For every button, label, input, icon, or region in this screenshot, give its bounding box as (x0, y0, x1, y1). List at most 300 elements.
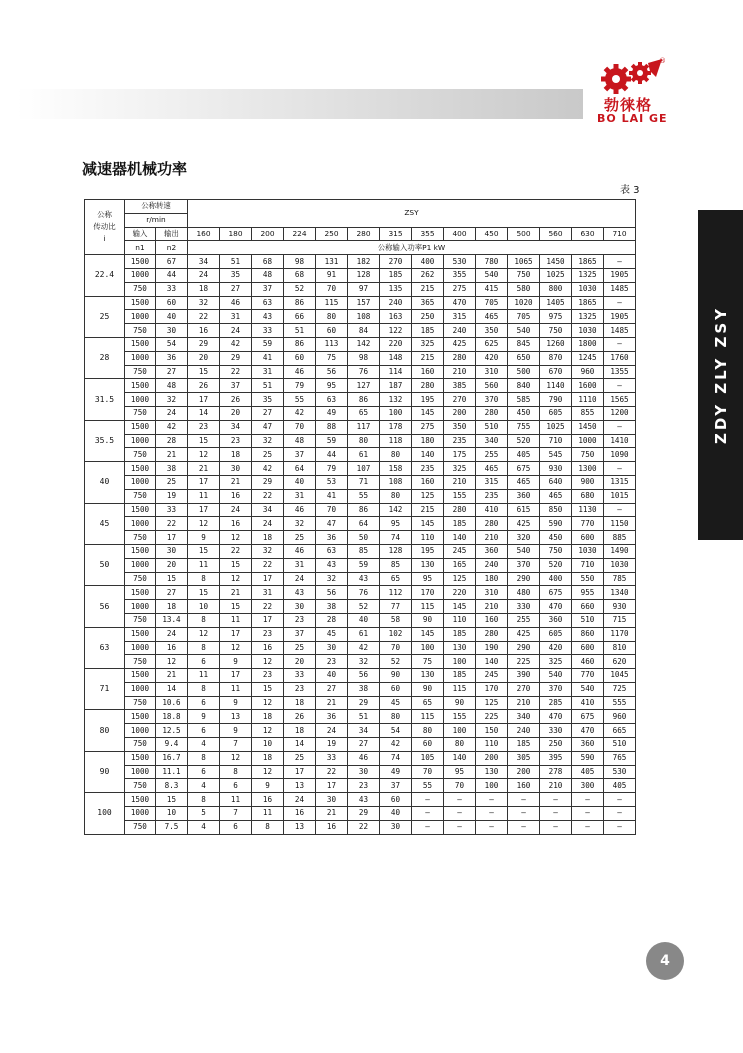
table-row (85, 600, 636, 614)
power-cell: 37 (284, 448, 316, 462)
input-speed-cell: 1000 (125, 517, 156, 531)
output-speed-cell: 16 (156, 641, 188, 655)
ratio-cell: 100 (85, 793, 125, 834)
input-speed-cell: 750 (125, 820, 156, 834)
power-cell: 32 (348, 655, 380, 669)
table-row (85, 406, 636, 420)
power-cell: – (476, 793, 508, 807)
power-cell: 365 (412, 296, 444, 310)
input-speed-cell: 1000 (125, 807, 156, 821)
input-speed-cell: 1000 (125, 600, 156, 614)
power-cell: 128 (380, 544, 412, 558)
power-cell: 955 (572, 586, 604, 600)
power-cell: 245 (444, 544, 476, 558)
output-speed-cell: 16.7 (156, 751, 188, 765)
power-cell: 22 (316, 765, 348, 779)
power-cell: 98 (284, 255, 316, 269)
power-cell: 255 (476, 448, 508, 462)
page-number: 4 (646, 942, 684, 980)
power-cell: 675 (508, 462, 540, 476)
power-cell: 6 (188, 655, 220, 669)
size-header: 200 (252, 227, 284, 241)
ratio-header-line1: 公称 (97, 210, 112, 220)
power-cell: – (412, 793, 444, 807)
output-speed-cell: 30 (156, 324, 188, 338)
power-cell: 53 (316, 475, 348, 489)
page-title: 减速器机械功率 (82, 160, 188, 178)
power-cell: 250 (412, 310, 444, 324)
power-cell: 870 (540, 351, 572, 365)
power-cell: 68 (252, 255, 284, 269)
ratio-cell: 25 (85, 296, 125, 337)
power-cell: 235 (412, 462, 444, 476)
power-cell: 200 (508, 765, 540, 779)
power-cell: 240 (476, 558, 508, 572)
power-cell: 1340 (604, 586, 636, 600)
power-cell: 178 (380, 420, 412, 434)
power-cell: 315 (476, 475, 508, 489)
input-speed-cell: 750 (125, 572, 156, 586)
power-cell: 125 (412, 489, 444, 503)
power-cell: 975 (540, 310, 572, 324)
power-cell: 42 (252, 462, 284, 476)
power-cell: 142 (348, 337, 380, 351)
input-header: 输入 (125, 227, 156, 241)
input-speed-cell: 1500 (125, 337, 156, 351)
power-cell: 360 (508, 489, 540, 503)
power-cell: – (412, 807, 444, 821)
power-cell: 30 (316, 793, 348, 807)
power-cell: 325 (412, 337, 444, 351)
input-speed-cell: 1500 (125, 503, 156, 517)
power-cell: 15 (188, 365, 220, 379)
power-cell: 1130 (572, 503, 604, 517)
power-cell: 220 (444, 586, 476, 600)
power-cell: 27 (316, 682, 348, 696)
power-cell: 24 (284, 793, 316, 807)
power-header: 公称输入功率P1 kW (188, 241, 636, 255)
power-cell: 80 (380, 448, 412, 462)
power-cell: 670 (540, 365, 572, 379)
power-cell: 425 (444, 337, 476, 351)
power-cell: 6 (220, 779, 252, 793)
power-cell: 51 (348, 710, 380, 724)
power-cell: 17 (252, 572, 284, 586)
power-cell: 55 (348, 489, 380, 503)
power-cell: 765 (604, 751, 636, 765)
power-cell: 12 (252, 724, 284, 738)
power-cell: 55 (412, 779, 444, 793)
power-cell: 185 (444, 669, 476, 683)
power-cell: 600 (572, 531, 604, 545)
power-cell: 12 (188, 448, 220, 462)
power-cell: 18 (188, 282, 220, 296)
power-cell: 29 (348, 696, 380, 710)
power-cell: 59 (252, 337, 284, 351)
power-cell: 56 (348, 669, 380, 683)
power-cell: 34 (348, 724, 380, 738)
table-row (85, 724, 636, 738)
power-cell: 11 (220, 793, 252, 807)
input-speed-cell: 1500 (125, 751, 156, 765)
power-cell: 47 (252, 420, 284, 434)
power-cell: 12 (220, 751, 252, 765)
power-cell: 70 (316, 503, 348, 517)
input-speed-cell: 750 (125, 282, 156, 296)
power-cell: 79 (284, 379, 316, 393)
power-cell: 9 (252, 779, 284, 793)
power-cell: 1030 (604, 558, 636, 572)
table-row (85, 544, 636, 558)
input-speed-cell: 1000 (125, 268, 156, 282)
power-cell: 425 (508, 627, 540, 641)
power-cell: 70 (412, 765, 444, 779)
power-cell: 48 (284, 434, 316, 448)
power-cell: 1025 (540, 420, 572, 434)
power-cell: 620 (604, 655, 636, 669)
power-cell: 90 (412, 682, 444, 696)
power-cell: 125 (444, 572, 476, 586)
power-cell: 275 (444, 282, 476, 296)
power-cell: 110 (412, 531, 444, 545)
power-cell: 220 (380, 337, 412, 351)
output-speed-cell: 15 (156, 793, 188, 807)
power-cell: 420 (540, 641, 572, 655)
power-cell: 32 (316, 572, 348, 586)
power-cell: 370 (476, 393, 508, 407)
power-cell: 465 (476, 462, 508, 476)
power-cell: 37 (220, 379, 252, 393)
power-cell: 90 (412, 613, 444, 627)
output-speed-cell: 44 (156, 268, 188, 282)
power-cell: 210 (444, 365, 476, 379)
output-speed-cell: 28 (156, 434, 188, 448)
power-cell: 1030 (572, 282, 604, 296)
output-speed-cell: 24 (156, 627, 188, 641)
power-cell: 80 (380, 710, 412, 724)
output-speed-cell: 38 (156, 462, 188, 476)
power-cell: 1325 (572, 268, 604, 282)
table-row (85, 448, 636, 462)
power-cell: 20 (284, 655, 316, 669)
output-speed-cell: 9.4 (156, 738, 188, 752)
power-cell: 1865 (572, 255, 604, 269)
power-cell: 405 (508, 448, 540, 462)
power-cell: 520 (508, 434, 540, 448)
power-cell: 225 (476, 710, 508, 724)
input-speed-cell: 1500 (125, 669, 156, 683)
power-cell: – (508, 793, 540, 807)
input-speed-cell: 1500 (125, 544, 156, 558)
power-cell: 40 (284, 475, 316, 489)
ratio-header-line2: 传动比 (93, 222, 116, 232)
power-cell: 127 (348, 379, 380, 393)
input-speed-cell: 1000 (125, 351, 156, 365)
power-cell: 185 (444, 627, 476, 641)
size-header: 355 (412, 227, 444, 241)
power-cell: 46 (284, 544, 316, 558)
power-cell: 250 (540, 738, 572, 752)
power-cell: 1865 (572, 296, 604, 310)
ratio-header (85, 200, 125, 255)
power-cell: 58 (380, 613, 412, 627)
power-cell: 33 (252, 324, 284, 338)
power-cell: 470 (572, 724, 604, 738)
power-cell: 27 (348, 738, 380, 752)
power-cell: 95 (412, 572, 444, 586)
power-cell: – (604, 807, 636, 821)
power-cell: 1905 (604, 310, 636, 324)
power-cell: 142 (380, 503, 412, 517)
power-cell: 40 (380, 807, 412, 821)
power-cell: 160 (412, 475, 444, 489)
power-cell: 470 (540, 710, 572, 724)
power-cell: 110 (444, 613, 476, 627)
power-cell: 6 (188, 724, 220, 738)
power-cell: – (508, 820, 540, 834)
power-cell: 8 (188, 682, 220, 696)
power-cell: 185 (412, 324, 444, 338)
power-cell: 60 (316, 324, 348, 338)
power-cell: 55 (284, 393, 316, 407)
power-cell: 280 (444, 351, 476, 365)
power-cell: 64 (348, 517, 380, 531)
power-cell: 61 (348, 627, 380, 641)
power-cell: 930 (604, 600, 636, 614)
power-cell: 16 (220, 489, 252, 503)
power-cell: 22 (348, 820, 380, 834)
power-cell: 235 (444, 434, 476, 448)
power-cell: 278 (540, 765, 572, 779)
input-speed-cell: 750 (125, 613, 156, 627)
power-cell: 1485 (604, 324, 636, 338)
power-cell: 41 (316, 489, 348, 503)
power-cell: 12 (188, 517, 220, 531)
power-cell: 56 (316, 586, 348, 600)
power-cell: 18 (284, 696, 316, 710)
power-cell: 540 (508, 324, 540, 338)
power-cell: 14 (188, 406, 220, 420)
power-cell: 17 (284, 765, 316, 779)
table-row (85, 420, 636, 434)
power-cell: 300 (572, 779, 604, 793)
power-cell: 29 (188, 337, 220, 351)
ratio-cell: 31.5 (85, 379, 125, 420)
power-cell: 12 (188, 627, 220, 641)
power-cell: 44 (316, 448, 348, 462)
ratio-cell: 22.4 (85, 255, 125, 296)
power-cell: 6 (188, 765, 220, 779)
ratio-cell: 28 (85, 337, 125, 378)
power-cell: 29 (252, 475, 284, 489)
table-row (85, 324, 636, 338)
power-cell: 330 (508, 600, 540, 614)
output-speed-cell: 24 (156, 406, 188, 420)
power-cell: 140 (476, 655, 508, 669)
power-cell: 38 (316, 600, 348, 614)
power-cell: 11 (188, 489, 220, 503)
power-cell: 130 (476, 765, 508, 779)
power-cell: 1110 (572, 393, 604, 407)
power-cell: 66 (284, 310, 316, 324)
power-cell: 12 (220, 641, 252, 655)
power-cell: 26 (284, 710, 316, 724)
power-cell: 270 (380, 255, 412, 269)
power-cell: 22 (252, 558, 284, 572)
power-cell: – (444, 807, 476, 821)
power-cell: 1030 (572, 324, 604, 338)
power-cell: 95 (380, 517, 412, 531)
power-cell: – (508, 807, 540, 821)
brand-name-en: BO LAI GE (597, 112, 668, 125)
power-cell: 11 (188, 558, 220, 572)
power-cell: 555 (604, 696, 636, 710)
power-cell: 148 (380, 351, 412, 365)
power-cell: 15 (188, 586, 220, 600)
power-cell: 113 (316, 337, 348, 351)
power-cell: 540 (572, 682, 604, 696)
registered-mark: ® (659, 57, 666, 65)
power-cell: 370 (540, 682, 572, 696)
power-cell: 90 (380, 669, 412, 683)
output-speed-cell: 17 (156, 531, 188, 545)
power-cell: 80 (444, 738, 476, 752)
power-cell: 1150 (604, 517, 636, 531)
power-cell: 36 (316, 531, 348, 545)
power-cell: 660 (572, 600, 604, 614)
output-speed-cell: 15 (156, 572, 188, 586)
input-speed-cell: 1000 (125, 765, 156, 779)
power-cell: 180 (412, 434, 444, 448)
power-cell: 23 (316, 655, 348, 669)
power-cell: 54 (380, 724, 412, 738)
power-cell: 34 (220, 420, 252, 434)
power-cell: 1030 (572, 544, 604, 558)
input-speed-cell: 750 (125, 696, 156, 710)
power-cell: 750 (540, 324, 572, 338)
power-cell: 46 (284, 503, 316, 517)
power-cell: 110 (476, 738, 508, 752)
power-cell: 450 (540, 531, 572, 545)
output-speed-cell: 10 (156, 807, 188, 821)
power-cell: 8 (252, 820, 284, 834)
power-cell: 240 (508, 724, 540, 738)
ratio-cell: 35.5 (85, 420, 125, 461)
power-cell: 42 (284, 406, 316, 420)
power-cell: 23 (348, 779, 380, 793)
power-cell: – (572, 793, 604, 807)
power-cell: 395 (540, 751, 572, 765)
power-cell: 31 (252, 586, 284, 600)
power-cell: 27 (252, 406, 284, 420)
table-row (85, 572, 636, 586)
table-row (85, 365, 636, 379)
power-cell: 210 (444, 475, 476, 489)
power-cell: 107 (348, 462, 380, 476)
output-speed-cell: 33 (156, 503, 188, 517)
ratio-cell: 50 (85, 544, 125, 585)
brand-name-cn: 勃徕格 (604, 96, 653, 114)
power-cell: 100 (380, 406, 412, 420)
power-cell: 15 (188, 434, 220, 448)
power-cell: – (604, 420, 636, 434)
power-cell: 1565 (604, 393, 636, 407)
power-cell: 43 (284, 586, 316, 600)
power-cell: – (444, 820, 476, 834)
power-cell: 24 (220, 324, 252, 338)
output-speed-cell: 13.4 (156, 613, 188, 627)
power-cell: 29 (348, 807, 380, 821)
power-cell: 185 (508, 738, 540, 752)
power-cell: 63 (316, 544, 348, 558)
power-cell: 1450 (540, 255, 572, 269)
power-cell: 195 (412, 544, 444, 558)
power-cell: 130 (412, 558, 444, 572)
power-cell: 580 (508, 282, 540, 296)
table-row (85, 337, 636, 351)
power-cell: – (604, 462, 636, 476)
power-cell: 80 (316, 310, 348, 324)
power-cell: 23 (252, 669, 284, 683)
table-row (85, 351, 636, 365)
power-cell: 1065 (508, 255, 540, 269)
speed-header: 公称转速 (125, 200, 188, 214)
power-cell: 750 (508, 268, 540, 282)
ratio-cell: 56 (85, 586, 125, 627)
power-cell: 15 (252, 682, 284, 696)
power-cell: 200 (476, 751, 508, 765)
power-cell: 24 (252, 517, 284, 531)
power-cell: 18 (252, 531, 284, 545)
power-cell: 160 (412, 365, 444, 379)
power-cell: 115 (412, 600, 444, 614)
power-cell: 128 (348, 268, 380, 282)
power-cell: 20 (220, 406, 252, 420)
power-cell: – (604, 503, 636, 517)
power-cell: 47 (316, 517, 348, 531)
table-row (85, 655, 636, 669)
power-cell: 15 (188, 544, 220, 558)
power-cell: 52 (348, 600, 380, 614)
table-row (85, 641, 636, 655)
power-cell: 24 (284, 572, 316, 586)
size-header: 500 (508, 227, 540, 241)
power-cell: 49 (380, 765, 412, 779)
power-cell: 32 (252, 434, 284, 448)
power-cell: 240 (444, 324, 476, 338)
power-cell: 18 (284, 724, 316, 738)
size-header: 630 (572, 227, 604, 241)
power-cell: 1355 (604, 365, 636, 379)
power-cell: 33 (316, 751, 348, 765)
input-speed-cell: 1500 (125, 379, 156, 393)
power-cell: 1800 (572, 337, 604, 351)
table-row (85, 793, 636, 807)
power-cell: 23 (252, 627, 284, 641)
power-cell: 26 (220, 393, 252, 407)
power-cell: 46 (220, 296, 252, 310)
power-cell: 12 (220, 531, 252, 545)
power-cell: 49 (316, 406, 348, 420)
power-cell: 42 (348, 641, 380, 655)
power-cell: 8 (188, 793, 220, 807)
power-cell: 4 (188, 820, 220, 834)
power-cell: 21 (220, 586, 252, 600)
output-speed-cell: 30 (156, 544, 188, 558)
power-cell: 650 (508, 351, 540, 365)
output-speed-cell: 18.8 (156, 710, 188, 724)
power-cell: 530 (604, 765, 636, 779)
